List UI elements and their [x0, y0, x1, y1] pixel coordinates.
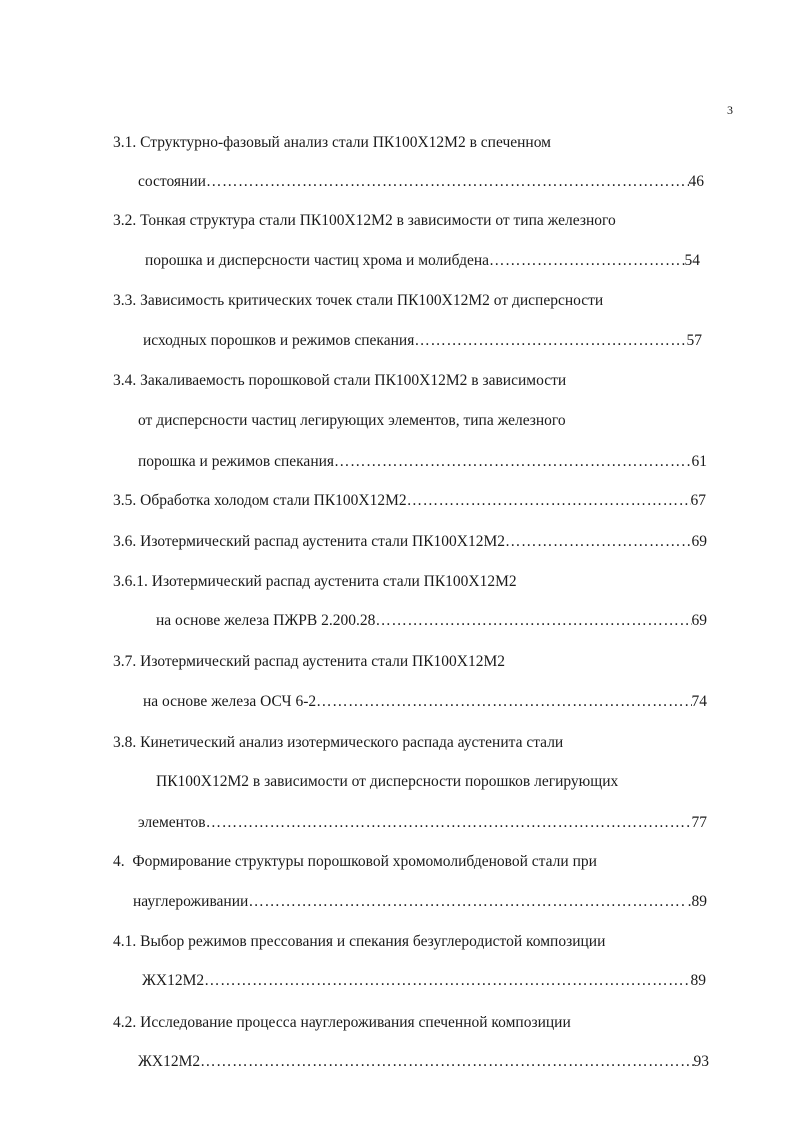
toc-entry-leader-line [142, 971, 706, 991]
toc-entry-leader-line [138, 813, 707, 833]
toc-page-number: 74 [691, 693, 707, 710]
toc-entry-leader-line [143, 692, 707, 712]
toc-entry-leader-line [145, 251, 700, 271]
toc-entry-text: состоянии [138, 173, 206, 190]
toc-page-number: 57 [686, 332, 702, 349]
toc-entry-text: 3.6. Изотермический распад аустенита стали ПК100Х12М2 [113, 533, 506, 550]
toc-entry-leader-line [113, 491, 706, 511]
toc-page-number: .89 [687, 893, 707, 910]
dot-leader [316, 692, 691, 712]
dot-leader [248, 892, 683, 912]
toc-entry-line: 4.1. Выбор режимов прессования и спекания безуглеродистой композиции [113, 933, 606, 950]
dot-leader [204, 971, 690, 991]
toc-page-number: 93 [693, 1053, 709, 1070]
toc-page-number: 46 [688, 173, 704, 190]
toc-entry-text: ЖХ12М2 [142, 972, 205, 989]
toc-entry-line: 3.8. Кинетический анализ изотермического распада аустенита стали [113, 734, 564, 751]
toc-page-number: 89 [690, 972, 706, 989]
dot-leader [505, 532, 691, 552]
toc-entry-line: 3.1. Структурно-фазовый анализ стали ПК100Х12М2 в спеченном [113, 134, 551, 151]
toc-entry-leader-line [138, 1052, 709, 1072]
toc-page-number: 77 [691, 814, 707, 831]
toc-entry-text: исходных порошков и режимов спекания [143, 332, 415, 349]
toc-entry-text: на основе железа ПЖРВ 2.200.28 [156, 612, 376, 629]
toc-entry-line: 3.3. Зависимость критических точек стали ПК100Х12М2 от дисперсности [113, 292, 604, 309]
toc-entry-text: ЖХ12М2 [138, 1053, 201, 1070]
dot-leader [200, 1052, 693, 1072]
toc-entry-line: 4. Формирование структуры порошковой хромомолибденовой стали при [113, 853, 597, 870]
toc-entry-text: на основе железа ОСЧ 6-2 [143, 693, 317, 710]
dot-leader [489, 251, 684, 271]
dot-leader [414, 331, 686, 351]
toc-entry-text: элементов [138, 814, 206, 831]
dot-leader [375, 611, 691, 631]
toc-page-number: 67 [690, 492, 706, 509]
toc-entry-text: порошка и режимов спекания [138, 453, 335, 470]
dot-leader [206, 172, 689, 192]
toc-entry-line: 3.7. Изотермический распад аустенита стали ПК100Х12М2 [113, 653, 506, 670]
dot-leader [334, 452, 691, 472]
toc-entry-text: 3.5. Обработка холодом стали ПК100Х12М2 [113, 492, 407, 509]
toc-entry-text: порошка и дисперсности частиц хрома и молибдена [145, 252, 490, 269]
toc-entry-leader-line [133, 892, 707, 912]
toc-entry-line: 3.6.1. Изотермический распад аустенита стали ПК100Х12М2 [113, 573, 517, 590]
toc-entry-leader-line [138, 172, 704, 192]
toc-entry-leader-line [138, 452, 707, 472]
toc-entry-leader-line [143, 331, 702, 351]
toc-entry-line: 3.4. Закаливаемость порошковой стали ПК100Х12М2 в зависимости [113, 372, 567, 389]
toc-entry-line: ПК100Х12М2 в зависимости от дисперсности порошков легирующих [156, 773, 619, 790]
toc-entry-line: 4.2. Исследование процесса науглероживания спеченной композиции [113, 1014, 571, 1031]
toc-entry-text: науглероживании [133, 893, 249, 910]
toc-page-number: 61 [691, 453, 707, 470]
page-number: 3 [727, 103, 733, 117]
dot-leader [206, 813, 692, 833]
toc-entry-line: от дисперсности частиц легирующих элементов, типа железного [138, 412, 566, 429]
toc-entry-leader-line [113, 532, 707, 552]
toc-page-number: 69 [691, 533, 707, 550]
toc-entry-leader-line [156, 611, 707, 631]
toc-page-number: 69 [691, 612, 707, 629]
toc-page-number: 54 [684, 252, 700, 269]
dot-leader [407, 491, 691, 511]
toc-entry-line: 3.2. Тонкая структура стали ПК100Х12М2 в зависимости от типа железного [113, 212, 616, 229]
